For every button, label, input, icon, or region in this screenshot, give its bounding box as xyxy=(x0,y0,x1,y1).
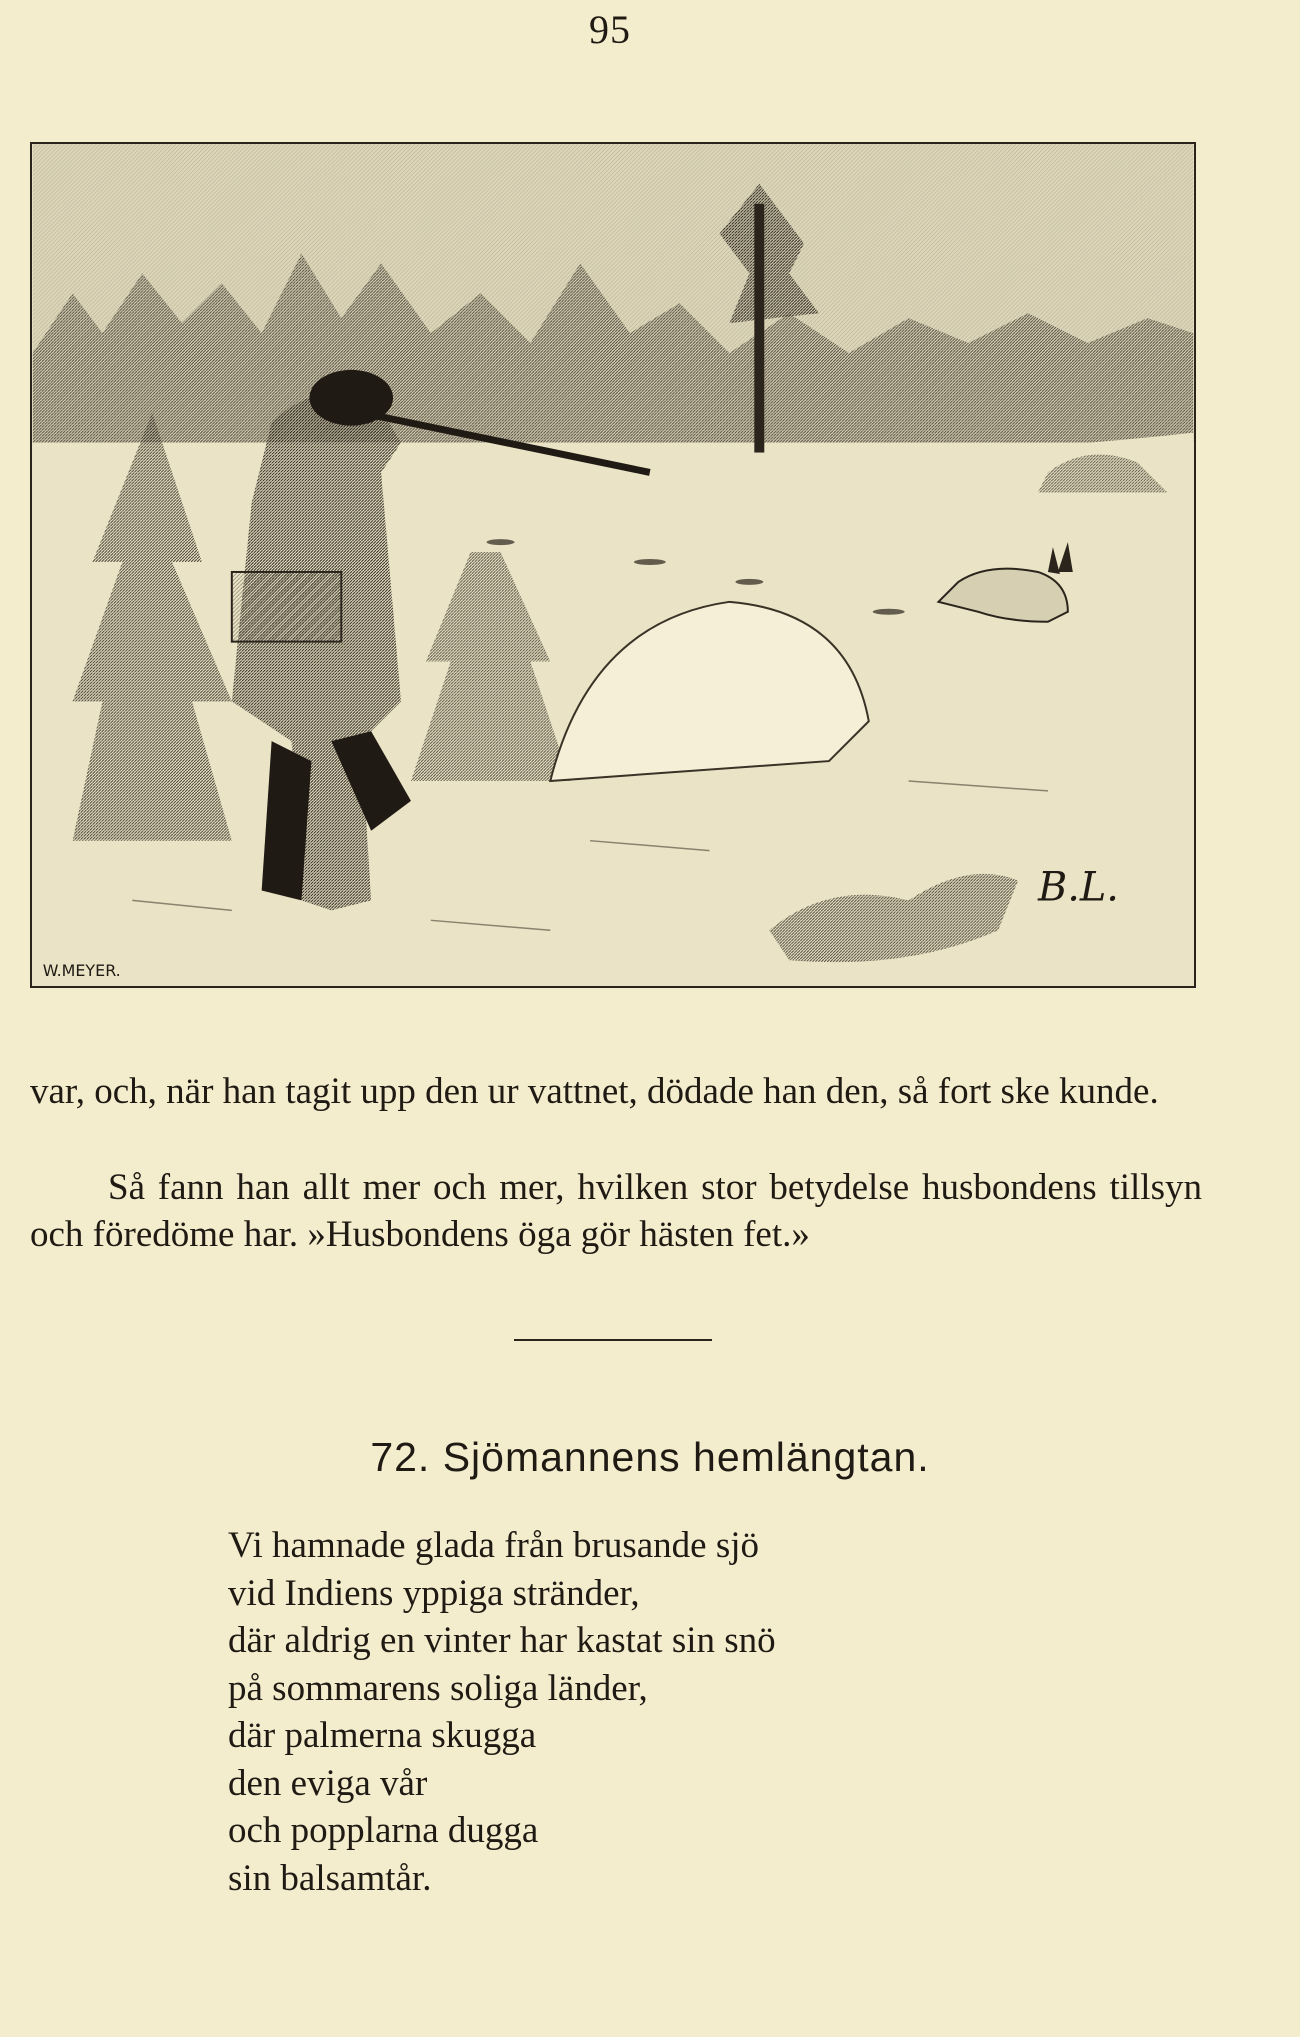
poem-line: och popplarna dugga xyxy=(228,1810,539,1851)
poem-line: Vi hamnade glada från brusande sjö xyxy=(228,1525,760,1566)
section-divider xyxy=(514,1339,712,1341)
page-number: 95 xyxy=(589,7,631,52)
poem-stanza xyxy=(228,1522,776,1902)
prose-paragraph-1: var, och, när han tagit upp den ur vattnet, dödade han den, så fort ske kunde. xyxy=(30,1071,1159,1112)
illustrator-signature: B.L. xyxy=(1037,864,1119,911)
poem-line: den eviga vår xyxy=(228,1762,428,1804)
poem-line: där palmerna skugga xyxy=(228,1715,537,1756)
engraver-credit: W.MEYER. xyxy=(42,961,121,981)
section-title: 72. Sjömannens hemlängtan. xyxy=(370,1434,930,1480)
poem-line: på sommarens soliga länder, xyxy=(228,1667,648,1709)
poem-line: där aldrig en vinter har kastat sin snö xyxy=(228,1620,776,1661)
poem-line: sin balsamtår. xyxy=(228,1857,432,1899)
hunting-engraving xyxy=(30,142,1196,988)
poem-line: vid Indiens yppiga stränder, xyxy=(228,1572,640,1614)
prose-paragraph-2: Så fann han allt mer och mer, hvilken stor betydelse husbondens tillsyn och föredöme har. »Husbondens öga gör hästen fet.» xyxy=(30,1167,1202,1255)
